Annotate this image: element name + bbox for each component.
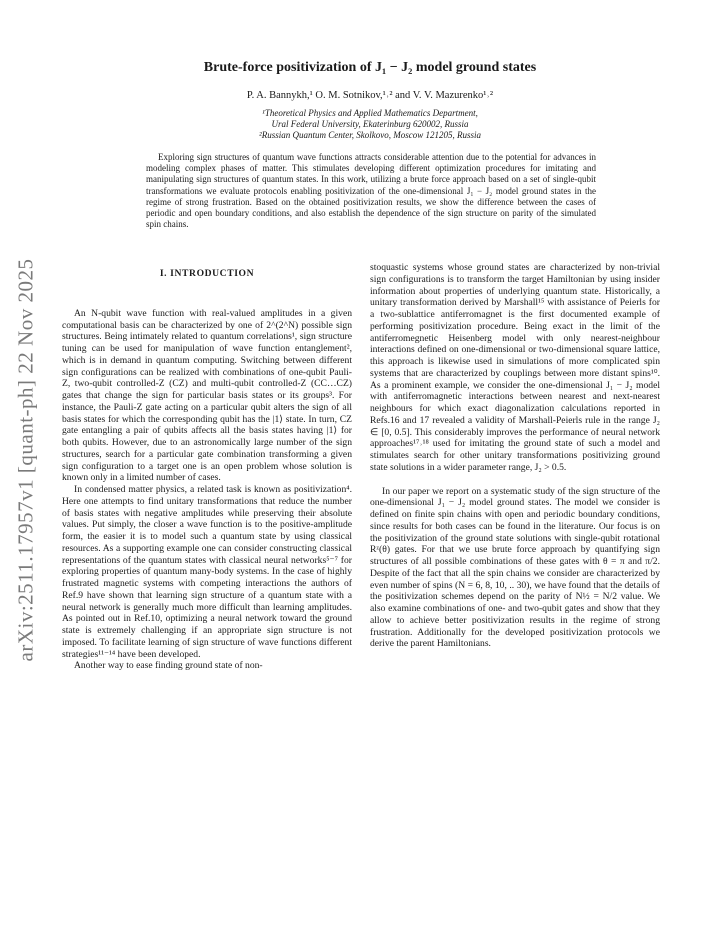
paragraph: In condensed matter physics, a related task is known as positivization⁴. Here one attempts to find unitary transformations that reduce the number of basis states with negative amplitudes while preserving their absolute values. Put simply, the closer a wave function is to the positive-amplitude form, the easier it is to model such a quantum state by using classical resources. As a supporting example one can consider constructing classical representations of the quantum states with classical neural networks⁵⁻⁷ for exploring properties of quantum many-body systems. In the case of highly frustrated magnetic systems with competing interactions the authors of Ref.9 have shown that learning sign structure of a quantum state with a neural network is generally much more difficult than learning amplitudes. As pointed out in Ref.10, optimizing a neural network toward the ground state is extremely challenging if an appropriate sign structure is not imposed. To facilitate learning of sign structure of wave functions different strategies¹¹⁻¹⁴ have been developed. [62,484,352,660]
paragraph: In our paper we report on a systematic study of the sign structure of the one-dimensional J₁ − J₂ model ground states. The model we consider is defined on finite spin chains with open and periodic boundary conditions, since results for both cases can be found in the literature. Our focus is on the positivization of the ground state solutions with single-qubit rotational Rᶻ(θ) gates. For that we use brute force approach by quantifying sign structures of all possible combinations of these gates with θ = π and π/2. Despite of the fact that all the spin chains we consider are characterized by even number of spins (N = 6, 8, 10, .. 30), we have found that the details of the positivization schemes depend on the parity of N½ = N/2 value. We also examine combinations of one- and two-qubit gates and show that they allow to achieve better positivization results in the regime of strong frustration. Additionally for the developed positivization protocols we derive the parent Hamiltonians. [370,485,660,650]
paper-title: Brute-force positivization of J₁ − J₂ model ground states [203,60,537,75]
paragraph-gap [370,474,660,486]
arxiv-sidebar-stamp [6,250,46,670]
author-list: P. A. Bannykh,¹ O. M. Sotnikov,¹˒² and V. V. Mazurenko¹˒² [246,90,494,101]
paragraph: An N-qubit wave function with real-valued amplitudes in a given computational basis can be characterized by one of 2^(2^N) possible sign structures. Being intimately related to quantum correlations¹, sign structure tuning can be used for manipulation of wave function entanglement², which is in demand in quantum computing. Switching between different sign configurations can be realized with combinations of one-qubit Pauli-Z, two-qubit controlled-Z (CZ) and multi-qubit controlled-Z (CC…CZ) gates that change the sign for particular basis states or its groups³. For instance, the Pauli-Z gate acting on a particular qubit alters the sign of all basis states for which the corresponding qubit has the |1⟩ state. In turn, CZ gate entangling a pair of qubits affects all the basis states having |1⟩ for both qubits. However, due to an astronomically large number of the sign structures, search for a particular gate combination transforming a given sign configuration to a target one is an open problem whose solution is known only in a limited number of cases. [62,307,352,484]
paragraph: stoquastic systems whose ground states are characterized by non-trivial sign configurations is to transform the target Hamiltonian by using insider information about properties of underlying quantum state. Historically, a unitary transformation derived by Marshall¹⁵ with assistance of Peierls for a two-sublattice antiferromagnet is the first documented example of performing positivization procedure. Being exact in the limit of the antiferromegnetic Heisenberg model with only nearest-neighbour interactions defined on one-dimensional or two-dimensional square lattice, this approach is likewise used in simulations of more complicated spin systems that are characterized by couplings between more distant spins¹⁰. As a prominent example, we consider the one-dimensional J₁ − J₂ model with antiferromagnetic interactions between nearest and next-nearest neighbours for which exact diagonalization calculations reported in Refs.16 and 17 revealed a validity of Marshall-Peierls rule in the range J₂ ∈ [0, 0.5]. This considerably improves the performance of neural network approaches¹⁷˒¹⁸ used for imitating the ground state of such a model and stimulates search for other unitary transformations positivizing ground state solutions in a wider parameter range, J₂ > 0.5. [370,262,660,473]
abstract: Exploring sign structures of quantum wave functions attracts considerable attention due to the potential for advances in modeling complex phases of matter. This stimulates developing different optimization procedures for imitating and manipulating sign structures of quantum states. In this work, utilizing a brute force approach based on a set of single-qubit transformations we evaluate protocols enabling positivization of the one-dimensional J₁ − J₂ model ground states in the regime of strong frustration. Based on the obtained positivization results, we show the difference between the cases of periodic and open boundary conditions, and also establish the dependence of the sign structure on parity of the simulated spin chains. [146,152,596,230]
right-column [370,262,660,650]
affiliation-line: Ural Federal University, Ekaterinburg 620002, Russia [271,119,469,129]
affiliation-line: ²Russian Quantum Center, Skolkovo, Moscow 121205, Russia [259,130,481,140]
paragraph: Another way to ease finding ground state of non- [74,660,263,672]
section-heading: I. INTRODUCTION [159,268,255,279]
affiliation-line: ¹Theoretical Physics and Applied Mathematics Department, [262,108,478,118]
arxiv-identifier: arXiv:2511.17957v1 [quant-ph] 22 Nov 2025 [13,258,38,662]
left-column [62,268,352,672]
